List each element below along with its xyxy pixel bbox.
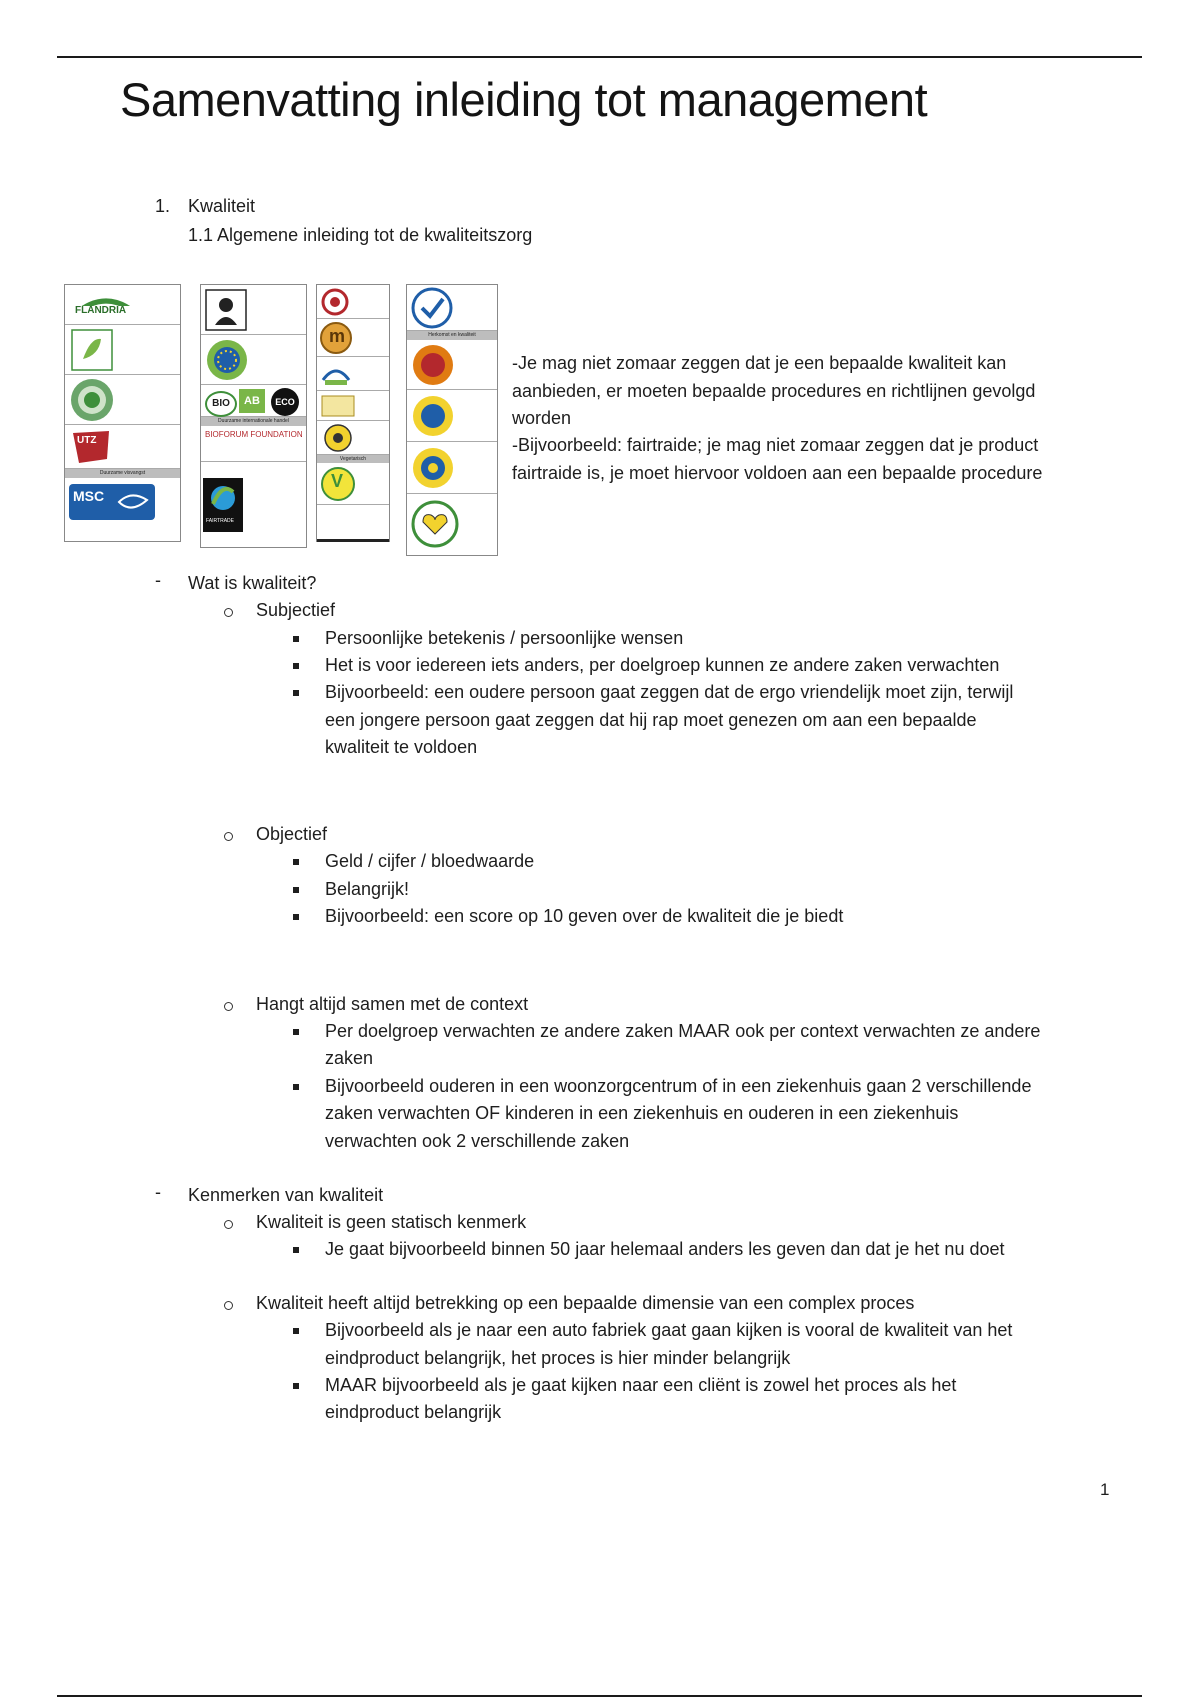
objectief-b3: Bijvoorbeeld: een score op 10 geven over de kwaliteit die je biedt [325,906,844,926]
subjectief-b3-l3: kwaliteit te voldoen [325,737,478,757]
heading-label: Kwaliteit [188,196,256,216]
logo-column-1 [64,284,181,542]
square-bullet [293,636,299,642]
context-b1-l2: zaken [325,1048,374,1068]
objectief-label: Objectief [256,824,328,844]
square-bullet [293,887,299,893]
bioforum-text: BIOFORUM FOUNDATION [205,430,303,439]
subjectief-b2: Het is voor iedereen iets anders, per doelgroep kunnen ze andere zaken verwachten [325,655,1000,675]
square-bullet [293,1328,299,1334]
utz-text: UTZ [77,435,97,446]
msc-text: MSC [73,488,105,504]
rainforest-frog-icon [69,377,115,423]
person-stamp-icon [205,289,247,331]
intro-line-1: -Je mag niet zomaar zeggen dat je een bepaalde kwaliteit kan [512,353,1007,373]
yellow-seal-icon [323,423,353,453]
section-wat-is-kwaliteit: Wat is kwaliteit? [188,573,317,593]
subjectief-b3-l2: een jongere persoon gaat zeggen dat hij rap moet genezen om aan een bepaalde [325,710,977,730]
subheading: 1.1 Algemene inleiding tot de kwaliteitszorg [188,225,533,245]
flandria-text: FLANDRIA [75,305,127,316]
dimensie-b2-l2: eindproduct belangrijk [325,1402,502,1422]
bottom-rule [57,1695,1142,1697]
m-seal-text: m [329,326,346,346]
logo-column-3 [316,284,390,542]
section-kenmerken: Kenmerken van kwaliteit [188,1185,384,1205]
dimensie-label: Kwaliteit heeft altijd betrekking op een bepaalde dimensie van een complex proces [256,1293,915,1313]
square-bullet [293,1247,299,1253]
circle-bullet [224,1002,233,1011]
page-title: Samenvatting inleiding tot management [120,73,928,126]
intro-line-5: fairtraide is, je moet hiervoor voldoen aan een bepaalde procedure [512,463,1043,483]
context-label: Hangt altijd samen met de context [256,994,529,1014]
dash-bullet: - [155,570,161,590]
dimensie-b1-l1: Bijvoorbeeld als je naar een auto fabriek gaat gaan kijken is vooral de kwaliteit van het [325,1320,1013,1340]
blue-yellow-seal-icon [411,394,455,438]
context-b1-l1: Per doelgroep verwachten ze andere zaken MAAR ook per context verwachten ze andere [325,1021,1041,1041]
objectief-b1: Geld / cijfer / bloedwaarde [325,851,535,871]
subjectief-b3-l1: Bijvoorbeeld: een oudere persoon gaat zeggen dat de ergo vriendelijk moet zijn, terwijl [325,682,1014,702]
subjectief-label: Subjectief [256,600,336,620]
intro-line-3: worden [512,408,572,428]
gold-seal-icon [321,395,355,417]
heading-number: 1. [155,196,171,216]
strip-herkomst: Herkomst en kwaliteit [407,331,497,340]
page-number: 1 [1100,1480,1110,1499]
strip-vegetarisch: Vegetarisch [317,455,389,463]
logo-column-4 [406,284,498,556]
dimensie-b2-l1: MAAR bijvoorbeeld als je gaat kijken naar een cliënt is zowel het proces als het [325,1375,957,1395]
square-bullet [293,914,299,920]
red-yellow-seal-icon [411,343,455,387]
vegetarian-v-text: V [331,471,344,491]
objectief-b2: Belangrijk! [325,879,410,899]
heart-seal-icon [411,500,459,548]
circle-bullet [224,1220,233,1229]
square-bullet [293,1383,299,1389]
context-b2-l1: Bijvoorbeeld ouderen in een woonzorgcentrum of in een ziekenhuis gaan 2 verschillende [325,1076,1032,1096]
square-bullet [293,663,299,669]
intro-line-4: -Bijvoorbeeld: fairtraide; je mag niet zomaar zeggen dat je product [512,435,1039,455]
strip-duurzame-handel: Duurzame internationale handel [201,417,306,426]
eu-stars-icon [205,338,249,382]
square-bullet [293,859,299,865]
square-bullet [293,1029,299,1035]
eco-badge: ECO [271,388,299,416]
dash-bullet: - [155,1182,161,1202]
ab-badge: AB [239,389,265,413]
statisch-label: Kwaliteit is geen statisch kenmerk [256,1212,527,1232]
statisch-b1: Je gaat bijvoorbeeld binnen 50 jaar helemaal anders les geven dan dat je het nu doet [325,1239,1005,1259]
intro-line-2: aanbieden, er moeten bepaalde procedures en richtlijnen gevolgd [512,381,1036,401]
logo-column-2 [200,284,307,548]
meritus-icon [321,360,351,388]
bio-badge: BIO [205,391,237,417]
strip-duurzame-visvangst: Duurzame visvangst [65,469,180,478]
red-seal-icon [321,288,349,316]
circle-bullet [224,832,233,841]
blue-checkmark-seal-icon [411,287,453,329]
fairtrade-text: FAIRTRADE [206,518,234,524]
leaf-logo-icon [71,329,113,371]
top-rule [57,56,1142,58]
square-bullet [293,690,299,696]
square-bullet [293,1084,299,1090]
context-b2-l2: zaken verwachten OF kinderen in een ziekenhuis en ouderen in een ziekenhuis [325,1103,959,1123]
context-b2-l3: verwachten ook 2 verschillende zaken [325,1131,630,1151]
circle-bullet [224,608,233,617]
dimensie-b1-l2: eindproduct belangrijk, het proces is hier minder belangrijk [325,1348,791,1368]
circle-bullet [224,1301,233,1310]
column-3-bottom-bar [317,539,389,542]
yellow-blue-seal-icon [411,446,455,490]
subjectief-b1: Persoonlijke betekenis / persoonlijke wensen [325,628,684,648]
